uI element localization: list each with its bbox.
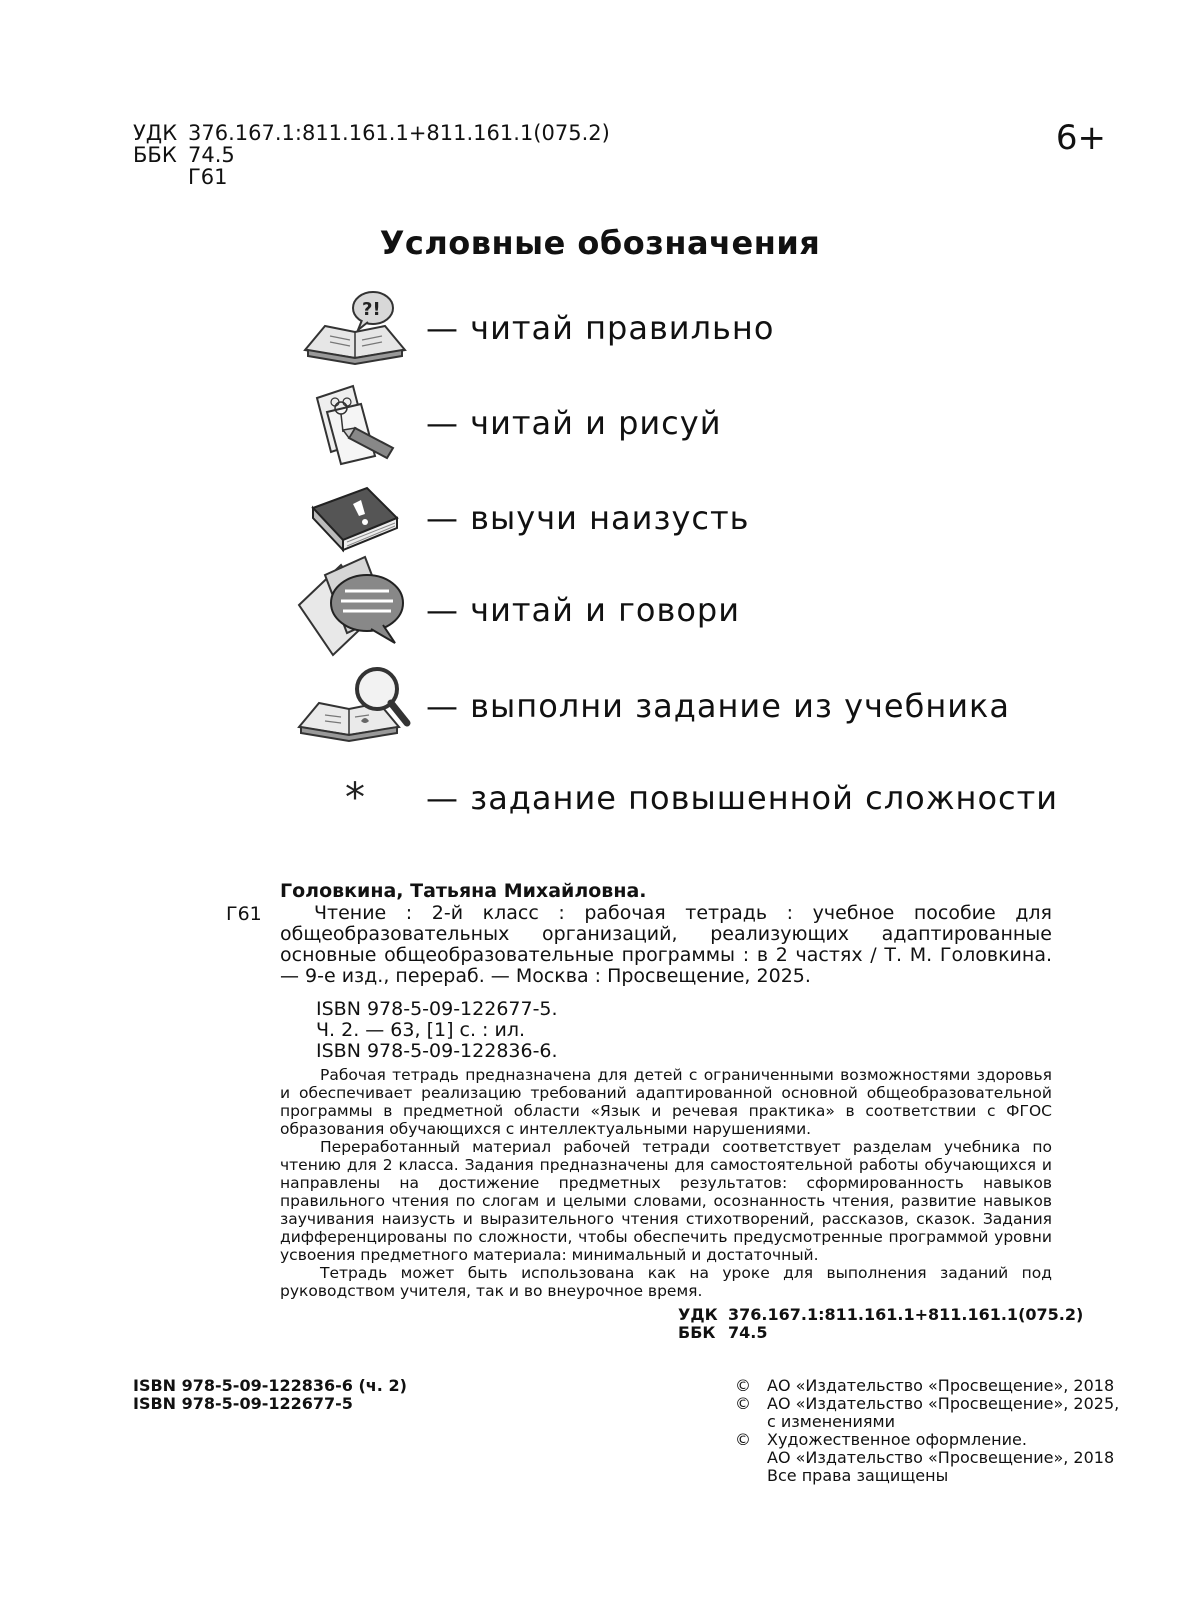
legend-text: — выучи наизусть: [426, 499, 750, 537]
annotation: [280, 1066, 1052, 1300]
annotation-paragraph: Переработанный материал рабочей тетради соответствует разделам учебника по чтению для 2 класса. Задания предназначены для самостоятельной работы обучающихся и направлены на достижение предметных результатов: сформированность навыков правильного чтения по слогам и целыми словами, осознанность чтения, развитие навыков заучивания наизусть и выразительного чтения стихотворений, рассказов, сказок. Задания дифференцированы по сложности, чтобы обеспечить предусмотренные программой уровни усвоения предметного материала: минимальный и достаточный.: [280, 1138, 1052, 1264]
isbn-part: ISBN 978-5-09-122836-6 (ч. 2): [133, 1376, 407, 1395]
udk-value: 376.167.1:811.161.1+811.161.1(075.2): [728, 1305, 1084, 1324]
legend-item-learn-by-heart: [290, 468, 1090, 568]
copyright-block: [735, 1377, 1119, 1485]
paper-pencil-icon: [290, 373, 420, 473]
copyright-icon: ©: [735, 1394, 751, 1413]
copyright-icon: ©: [735, 1376, 751, 1395]
author-mark-left: Г61: [226, 903, 262, 925]
copyright-line: АО «Издательство «Просвещение», 2018: [767, 1448, 1115, 1467]
legend-text: — читай и говори: [426, 591, 740, 629]
udk-label: УДК: [133, 121, 178, 145]
udk-header: [133, 122, 610, 188]
svg-text:?!: ?!: [362, 299, 381, 320]
isbn-general: ISBN 978-5-09-122677-5: [133, 1394, 353, 1413]
annotation-paragraph: Рабочая тетрадь предназначена для детей с ограниченными возможностями здоровья и обеспечивает реализацию требований адаптированной основной общеобразовательной программы в предметной области «Язык и речевая практика» в соответствии с ФГОС образования обучающихся с интеллектуальными нарушениями.: [280, 1066, 1052, 1138]
isbn-line: ISBN 978-5-09-122677-5.: [316, 998, 558, 1020]
udk-footer: [678, 1306, 1083, 1342]
speech-bubble-icon: [290, 560, 420, 660]
annotation-paragraph: Тетрадь может быть использована как на уроке для выполнения заданий под руководством учителя, так и во внеурочное время.: [280, 1264, 1052, 1300]
copyright-line: Художественное оформление.: [767, 1430, 1027, 1449]
copyright-line: с изменениями: [767, 1412, 895, 1431]
isbn-line: Ч. 2. — 63, [1] с. : ил.: [316, 1019, 526, 1041]
bbk-label: ББК: [133, 143, 177, 167]
closed-book-exclamation-icon: [290, 468, 420, 568]
isbn-line: ISBN 978-5-09-122836-6.: [316, 1040, 558, 1062]
bbk-value: 74.5: [728, 1323, 768, 1342]
legend-item-read-and-speak: [290, 560, 1090, 660]
age-rating: 6+: [1055, 118, 1106, 158]
legend-item-read-correctly: [290, 278, 1090, 378]
copyright-line: АО «Издательство «Просвещение», 2018: [767, 1376, 1115, 1395]
book-magnifier-icon: [290, 656, 420, 756]
legend-text: — читай правильно: [426, 309, 775, 347]
legend-text: — читай и рисуй: [426, 404, 722, 442]
asterisk-icon: [290, 748, 420, 848]
asterisk-symbol: *: [345, 775, 365, 821]
udk-label: УДК: [678, 1305, 718, 1324]
bbk-value: 74.5: [188, 143, 235, 167]
isbn-footer: [133, 1377, 407, 1413]
copyright-line: АО «Издательство «Просвещение», 2025,: [767, 1394, 1120, 1413]
legend-text: — выполни задание из учебника: [426, 687, 1010, 725]
isbn-list: [316, 999, 558, 1062]
author-name: Головкина, Татьяна Михайловна.: [280, 880, 647, 902]
legend-title: Условные обозначения: [379, 224, 821, 262]
copyright-icon: ©: [735, 1430, 751, 1449]
legend-item-textbook-task: [290, 656, 1090, 756]
legend-text: — задание повышенной сложности: [426, 779, 1059, 817]
rights-reserved: Все права защищены: [767, 1466, 949, 1485]
bibliographic-description: Чтение : 2-й класс : рабочая тетрадь : учебное пособие для общеобразовательных организаций, реализующих адаптированные основные общеобразовательные программы : в 2 частях / Т. М. Головкина. — 9-е изд., перераб. — Москва : Просвещение, 2025.: [280, 902, 1052, 987]
udk-value: 376.167.1:811.161.1+811.161.1(075.2): [188, 121, 610, 145]
legend-item-read-and-draw: [290, 373, 1090, 473]
author-mark: Г61: [188, 165, 228, 189]
legend-item-advanced-task: [290, 748, 1090, 848]
bbk-label: ББК: [678, 1323, 716, 1342]
book-question-icon: [290, 278, 420, 378]
